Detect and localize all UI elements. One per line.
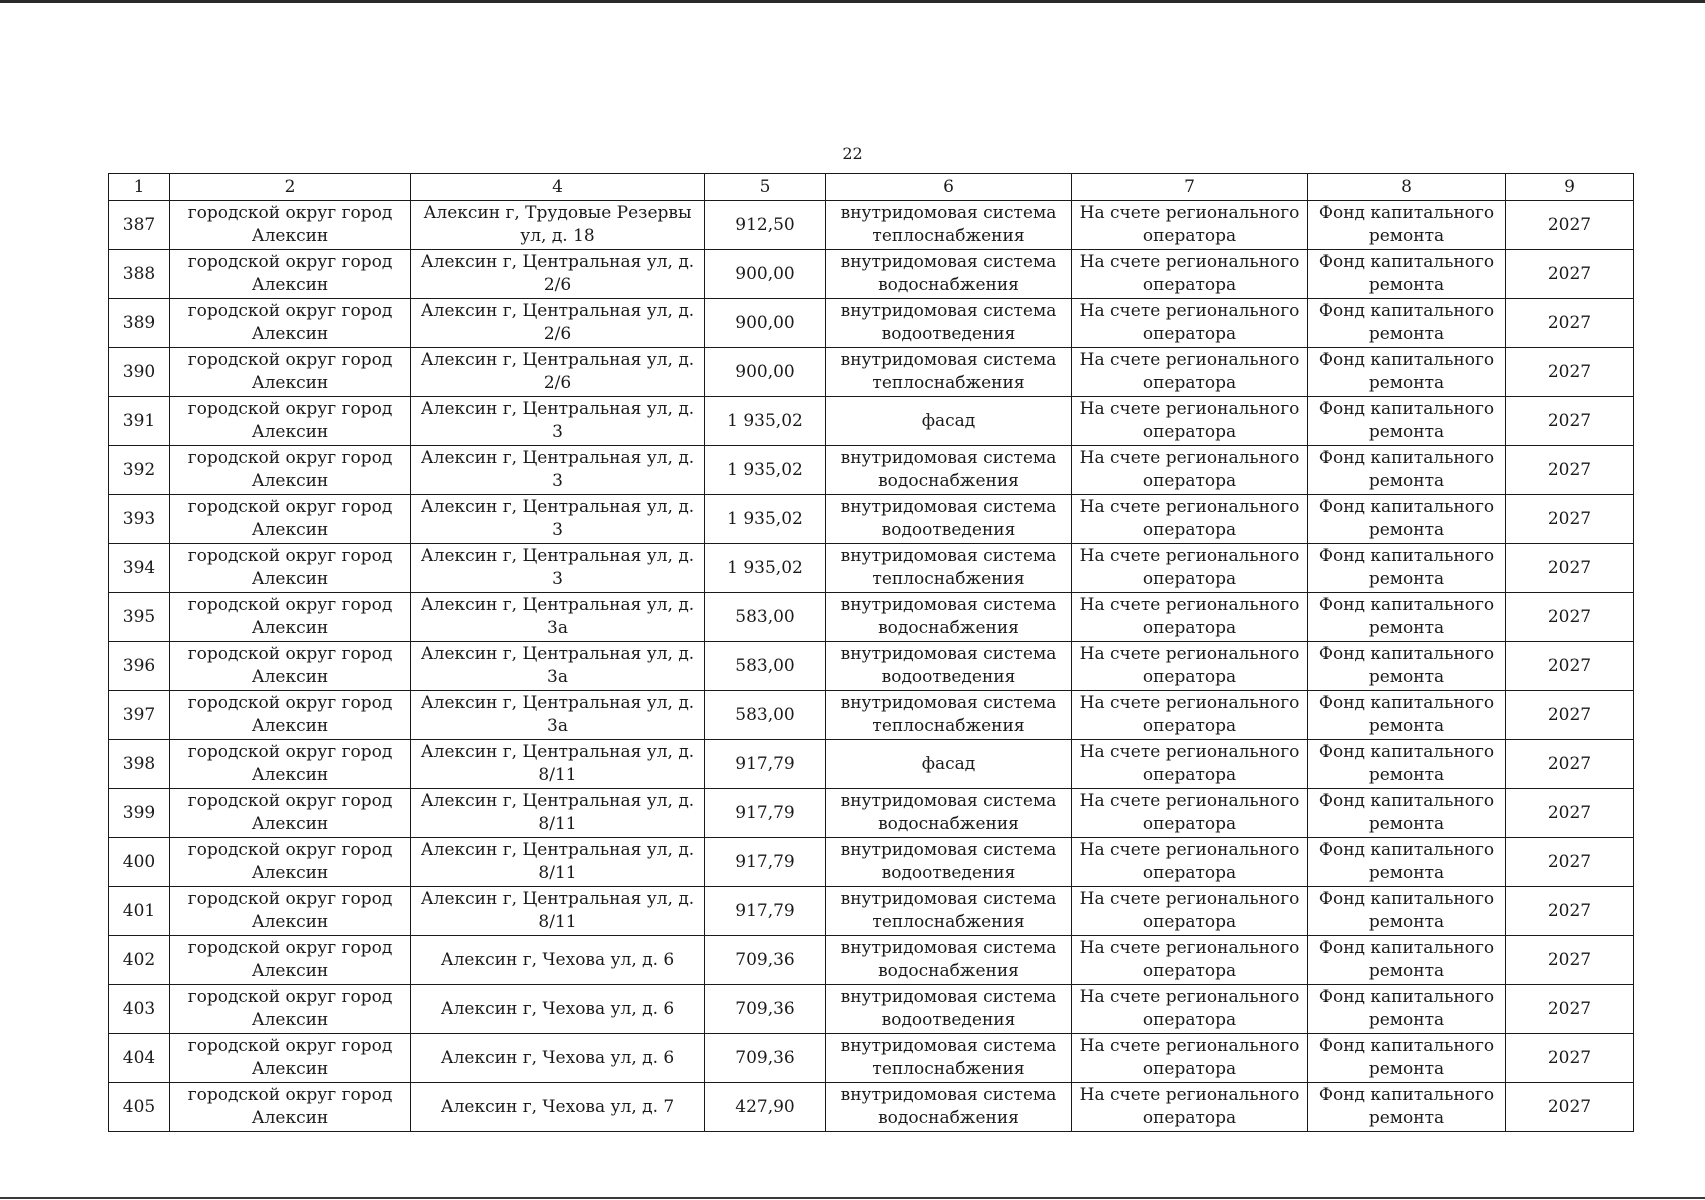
cell-funding-source: Фонд капитального ремонта [1308,299,1506,348]
cell-work-type: внутридомовая система водоснабжения [826,789,1072,838]
cell-row-number: 396 [109,642,170,691]
cell-year: 2027 [1506,250,1634,299]
cell-area: 583,00 [705,691,826,740]
table-row [109,495,1634,544]
cell-row-number: 387 [109,201,170,250]
cell-municipality: городской округ город Алексин [170,985,411,1034]
table-row [109,740,1634,789]
cell-work-type: внутридомовая система теплоснабжения [826,691,1072,740]
cell-area: 709,36 [705,1034,826,1083]
column-header: 1 [109,174,170,201]
cell-municipality: городской округ город Алексин [170,789,411,838]
cell-area: 709,36 [705,936,826,985]
cell-account: На счете регионального оператора [1072,348,1308,397]
cell-work-type: внутридомовая система водоотведения [826,642,1072,691]
cell-funding-source: Фонд капитального ремонта [1308,201,1506,250]
cell-funding-source: Фонд капитального ремонта [1308,936,1506,985]
cell-municipality: городской округ город Алексин [170,201,411,250]
cell-row-number: 401 [109,887,170,936]
table-header-row [109,174,1634,201]
cell-funding-source: Фонд капитального ремонта [1308,642,1506,691]
table-row [109,1034,1634,1083]
column-header: 2 [170,174,411,201]
cell-year: 2027 [1506,838,1634,887]
cell-municipality: городской округ город Алексин [170,642,411,691]
cell-funding-source: Фонд капитального ремонта [1308,1083,1506,1132]
cell-row-number: 397 [109,691,170,740]
cell-area: 427,90 [705,1083,826,1132]
cell-address: Алексин г, Центральная ул, д. 3а [411,642,705,691]
cell-address: Алексин г, Центральная ул, д. 2/6 [411,299,705,348]
cell-address: Алексин г, Чехова ул, д. 6 [411,936,705,985]
cell-area: 1 935,02 [705,397,826,446]
cell-funding-source: Фонд капитального ремонта [1308,250,1506,299]
cell-account: На счете регионального оператора [1072,936,1308,985]
cell-year: 2027 [1506,887,1634,936]
column-header: 4 [411,174,705,201]
cell-work-type: внутридомовая система теплоснабжения [826,348,1072,397]
cell-municipality: городской округ город Алексин [170,691,411,740]
cell-work-type: внутридомовая система водоотведения [826,838,1072,887]
cell-address: Алексин г, Центральная ул, д. 3 [411,397,705,446]
cell-row-number: 400 [109,838,170,887]
cell-funding-source: Фонд капитального ремонта [1308,397,1506,446]
cell-work-type: внутридомовая система водоснабжения [826,250,1072,299]
table-row [109,1083,1634,1132]
table-row [109,446,1634,495]
cell-row-number: 405 [109,1083,170,1132]
cell-account: На счете регионального оператора [1072,1083,1308,1132]
page-number: 22 [842,144,863,163]
column-header: 9 [1506,174,1634,201]
column-header: 7 [1072,174,1308,201]
cell-account: На счете регионального оператора [1072,446,1308,495]
cell-year: 2027 [1506,691,1634,740]
cell-row-number: 399 [109,789,170,838]
cell-account: На счете регионального оператора [1072,544,1308,593]
cell-area: 1 935,02 [705,446,826,495]
cell-account: На счете регионального оператора [1072,838,1308,887]
cell-account: На счете регионального оператора [1072,642,1308,691]
cell-municipality: городской округ город Алексин [170,446,411,495]
cell-account: На счете регионального оператора [1072,789,1308,838]
table-row [109,838,1634,887]
table-row [109,201,1634,250]
cell-area: 917,79 [705,740,826,789]
cell-account: На счете регионального оператора [1072,740,1308,789]
cell-account: На счете регионального оператора [1072,1034,1308,1083]
cell-work-type: внутридомовая система водоснабжения [826,1083,1072,1132]
cell-work-type: фасад [826,397,1072,446]
cell-row-number: 388 [109,250,170,299]
bottom-border-line [0,1197,1705,1199]
cell-account: На счете регионального оператора [1072,691,1308,740]
cell-row-number: 390 [109,348,170,397]
cell-year: 2027 [1506,348,1634,397]
cell-row-number: 402 [109,936,170,985]
cell-funding-source: Фонд капитального ремонта [1308,348,1506,397]
cell-account: На счете регионального оператора [1072,985,1308,1034]
column-header: 5 [705,174,826,201]
cell-funding-source: Фонд капитального ремонта [1308,838,1506,887]
table-row [109,887,1634,936]
cell-work-type: внутридомовая система теплоснабжения [826,1034,1072,1083]
cell-work-type: внутридомовая система теплоснабжения [826,887,1072,936]
column-header: 8 [1308,174,1506,201]
cell-municipality: городской округ город Алексин [170,887,411,936]
cell-row-number: 394 [109,544,170,593]
cell-funding-source: Фонд капитального ремонта [1308,544,1506,593]
cell-work-type: внутридомовая система водоотведения [826,495,1072,544]
cell-year: 2027 [1506,397,1634,446]
cell-funding-source: Фонд капитального ремонта [1308,1034,1506,1083]
cell-funding-source: Фонд капитального ремонта [1308,593,1506,642]
cell-municipality: городской округ город Алексин [170,936,411,985]
cell-address: Алексин г, Чехова ул, д. 6 [411,1034,705,1083]
cell-account: На счете регионального оператора [1072,495,1308,544]
cell-funding-source: Фонд капитального ремонта [1308,887,1506,936]
cell-year: 2027 [1506,1083,1634,1132]
cell-row-number: 398 [109,740,170,789]
table-row [109,593,1634,642]
cell-area: 900,00 [705,250,826,299]
cell-address: Алексин г, Центральная ул, д. 3а [411,593,705,642]
cell-area: 709,36 [705,985,826,1034]
cell-work-type: внутридомовая система водоотведения [826,299,1072,348]
table-row [109,397,1634,446]
cell-municipality: городской округ город Алексин [170,838,411,887]
cell-funding-source: Фонд капитального ремонта [1308,740,1506,789]
column-header: 6 [826,174,1072,201]
cell-account: На счете регионального оператора [1072,593,1308,642]
cell-address: Алексин г, Центральная ул, д. 8/11 [411,887,705,936]
cell-year: 2027 [1506,789,1634,838]
cell-area: 917,79 [705,789,826,838]
cell-row-number: 395 [109,593,170,642]
cell-account: На счете регионального оператора [1072,887,1308,936]
cell-year: 2027 [1506,936,1634,985]
cell-row-number: 389 [109,299,170,348]
cell-account: На счете регионального оператора [1072,397,1308,446]
table-row [109,642,1634,691]
cell-year: 2027 [1506,642,1634,691]
cell-address: Алексин г, Центральная ул, д. 8/11 [411,789,705,838]
cell-address: Алексин г, Центральная ул, д. 3а [411,691,705,740]
cell-work-type: внутридомовая система водоотведения [826,985,1072,1034]
cell-address: Алексин г, Трудовые Резервы ул, д. 18 [411,201,705,250]
cell-year: 2027 [1506,985,1634,1034]
cell-address: Алексин г, Чехова ул, д. 7 [411,1083,705,1132]
cell-municipality: городской округ город Алексин [170,348,411,397]
cell-year: 2027 [1506,1034,1634,1083]
cell-area: 583,00 [705,593,826,642]
cell-address: Алексин г, Центральная ул, д. 3 [411,544,705,593]
cell-work-type: фасад [826,740,1072,789]
cell-year: 2027 [1506,740,1634,789]
cell-funding-source: Фонд капитального ремонта [1308,446,1506,495]
cell-area: 900,00 [705,348,826,397]
cell-area: 1 935,02 [705,544,826,593]
cell-municipality: городской округ город Алексин [170,1034,411,1083]
cell-municipality: городской округ город Алексин [170,740,411,789]
cell-year: 2027 [1506,446,1634,495]
table-row [109,299,1634,348]
cell-address: Алексин г, Чехова ул, д. 6 [411,985,705,1034]
cell-year: 2027 [1506,544,1634,593]
cell-area: 917,79 [705,887,826,936]
cell-row-number: 393 [109,495,170,544]
cell-address: Алексин г, Центральная ул, д. 3 [411,495,705,544]
cell-row-number: 392 [109,446,170,495]
cell-municipality: городской округ город Алексин [170,250,411,299]
cell-work-type: внутридомовая система теплоснабжения [826,201,1072,250]
table-row [109,936,1634,985]
cell-funding-source: Фонд капитального ремонта [1308,495,1506,544]
cell-address: Алексин г, Центральная ул, д. 2/6 [411,348,705,397]
cell-municipality: городской округ город Алексин [170,397,411,446]
cell-funding-source: Фонд капитального ремонта [1308,691,1506,740]
cell-account: На счете регионального оператора [1072,250,1308,299]
cell-area: 1 935,02 [705,495,826,544]
cell-address: Алексин г, Центральная ул, д. 2/6 [411,250,705,299]
cell-row-number: 403 [109,985,170,1034]
table-row [109,985,1634,1034]
cell-work-type: внутридомовая система водоснабжения [826,593,1072,642]
cell-account: На счете регионального оператора [1072,201,1308,250]
cell-work-type: внутридомовая система водоснабжения [826,446,1072,495]
cell-funding-source: Фонд капитального ремонта [1308,985,1506,1034]
cell-year: 2027 [1506,495,1634,544]
cell-year: 2027 [1506,299,1634,348]
cell-municipality: городской округ город Алексин [170,544,411,593]
cell-area: 900,00 [705,299,826,348]
cell-municipality: городской округ город Алексин [170,593,411,642]
cell-account: На счете регионального оператора [1072,299,1308,348]
cell-work-type: внутридомовая система водоснабжения [826,936,1072,985]
cell-address: Алексин г, Центральная ул, д. 8/11 [411,740,705,789]
cell-year: 2027 [1506,201,1634,250]
top-border-line [0,0,1705,3]
table-row [109,544,1634,593]
cell-year: 2027 [1506,593,1634,642]
cell-area: 583,00 [705,642,826,691]
cell-municipality: городской округ город Алексин [170,299,411,348]
table-row [109,789,1634,838]
cell-row-number: 391 [109,397,170,446]
cell-row-number: 404 [109,1034,170,1083]
cell-area: 917,79 [705,838,826,887]
cell-municipality: городской округ город Алексин [170,1083,411,1132]
cell-address: Алексин г, Центральная ул, д. 8/11 [411,838,705,887]
table-row [109,250,1634,299]
cell-work-type: внутридомовая система теплоснабжения [826,544,1072,593]
table-row [109,348,1634,397]
cell-area: 912,50 [705,201,826,250]
cell-municipality: городской округ город Алексин [170,495,411,544]
cell-address: Алексин г, Центральная ул, д. 3 [411,446,705,495]
capital-repair-table [108,173,1634,1132]
cell-funding-source: Фонд капитального ремонта [1308,789,1506,838]
table-row [109,691,1634,740]
